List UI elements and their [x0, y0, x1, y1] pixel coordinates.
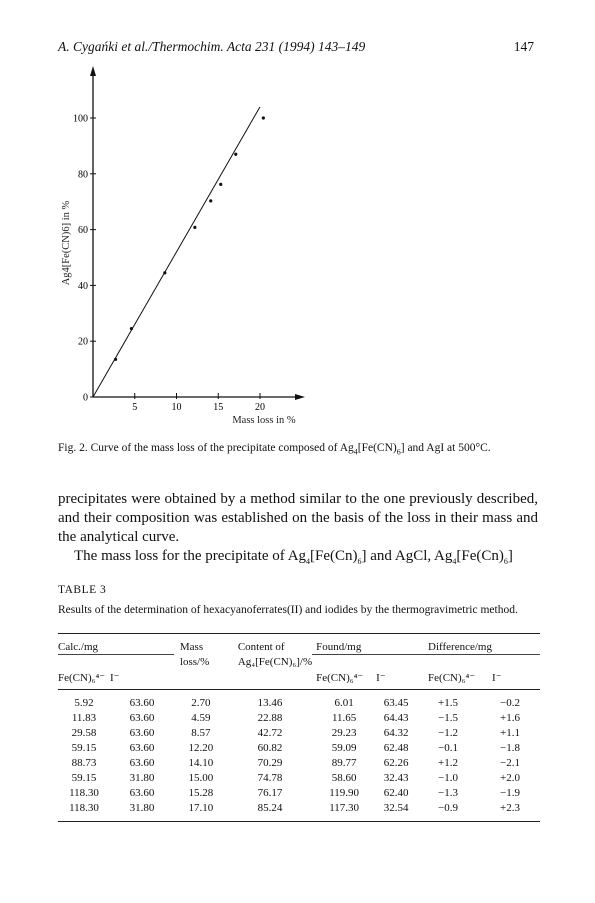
table-row [58, 770, 540, 785]
x-tick-label: 5 [132, 402, 138, 413]
data-point [234, 153, 237, 156]
cell-diff-fecn: −0.9 [438, 801, 459, 814]
table-row [58, 755, 540, 770]
cell-calc-iodide: 63.60 [129, 741, 155, 754]
hdr-iodide-diff: I⁻ [492, 672, 502, 684]
cell-found-fecn: 59.09 [331, 741, 357, 754]
x-axis-label: Mass loss in % [232, 415, 296, 426]
cell-calc-iodide: 63.60 [129, 711, 155, 724]
col-difference: Difference/mg [428, 640, 492, 653]
cell-mass-loss: 2.70 [191, 696, 211, 709]
cell-calc-fecn: 88.73 [71, 756, 97, 769]
cell-content: 60.82 [257, 741, 283, 754]
cell-content: 42.72 [257, 726, 283, 739]
cell-calc-fecn: 11.83 [71, 711, 97, 724]
cell-diff-fecn: −1.0 [438, 771, 459, 784]
cell-found-fecn: 6.01 [334, 696, 354, 709]
cell-diff-fecn: −0.1 [438, 741, 459, 754]
cell-calc-iodide: 63.60 [129, 726, 155, 739]
y-tick-label: 80 [78, 169, 88, 181]
col-found: Found/mg [316, 640, 362, 653]
data-point [114, 358, 117, 361]
cell-calc-fecn: 29.58 [71, 726, 97, 739]
cell-found-iodide: 62.26 [383, 756, 409, 769]
y-axis-label: Ag4[Fe(CN)6] in % [61, 200, 72, 286]
cell-found-iodide: 64.43 [383, 711, 409, 724]
x-tick-label: 15 [213, 402, 224, 413]
cell-calc-iodide: 63.60 [129, 696, 155, 709]
body-text [58, 490, 538, 571]
cell-found-iodide: 64.32 [383, 726, 409, 739]
cell-found-iodide: 62.48 [383, 741, 409, 754]
paragraph-2: The mass loss for the precipitate of $Ag_4[Fe(Cn)_6]$ and AgCl, $Ag_4[Fe(Cn)_6]$ [74, 548, 513, 566]
cell-diff-iodide: −1.8 [500, 741, 520, 754]
col-content: Content of [237, 640, 285, 653]
cell-diff-iodide: −1.9 [500, 786, 520, 799]
mass-loss-chart [0, 60, 595, 435]
cell-diff-fecn: −1.3 [438, 786, 459, 799]
data-point [209, 199, 212, 202]
cell-mass-loss: 8.57 [191, 726, 211, 739]
cell-calc-fecn: 5.92 [74, 696, 94, 709]
table-header-row-1 [58, 634, 540, 655]
col-mass: Mass [179, 640, 204, 653]
y-tick-label: 20 [78, 336, 88, 348]
x-tick-label: 10 [171, 402, 182, 413]
table-row [58, 710, 540, 725]
hdr-fecn-found: Fe(CN)₆⁴⁻ [316, 672, 364, 684]
cell-content: 13.46 [257, 696, 283, 709]
cell-diff-iodide: +1.6 [500, 711, 520, 724]
cell-diff-iodide: −2.1 [500, 756, 520, 769]
col-content-2: Ag₄[Fe(CN)₆]/% [237, 656, 313, 669]
hdr-fecn-diff: Fe(CN)₆⁴⁻ [428, 672, 476, 684]
page-number: 147 [513, 39, 534, 54]
table-label: TABLE 3 [58, 584, 107, 596]
data-point [219, 183, 222, 186]
cell-mass-loss: 15.28 [188, 786, 214, 799]
cell-calc-fecn: 59.15 [71, 741, 97, 754]
data-point [193, 226, 196, 229]
cell-found-fecn: 117.30 [329, 801, 360, 814]
cell-mass-loss: 4.59 [191, 711, 211, 724]
x-tick-label: 20 [255, 402, 265, 413]
x-axis-arrow [295, 394, 305, 400]
table-row [58, 725, 540, 740]
table-body [58, 690, 540, 822]
cell-found-iodide: 62.40 [383, 786, 409, 799]
cell-calc-iodide: 31.80 [129, 801, 155, 814]
data-points [114, 116, 265, 361]
cell-content: 85.24 [257, 801, 283, 814]
table-header-row-3 [58, 670, 540, 690]
cell-calc-iodide: 63.60 [129, 756, 155, 769]
table-row [58, 785, 540, 800]
cell-calc-iodide: 31.80 [129, 771, 155, 784]
fit-line [93, 107, 260, 397]
data-point [163, 271, 166, 274]
cell-content: 74.78 [257, 771, 283, 784]
y-tick-label: 0 [83, 392, 88, 404]
hdr-iodide-found: I⁻ [376, 672, 386, 684]
y-tick-label: 40 [78, 280, 88, 292]
paragraph-1: precipitates were obtained by a method similar to the one previously described, and their composition was established on the basis of the loss in their mass and the analytical curve. [58, 491, 538, 545]
y-tick-label: 100 [73, 113, 88, 125]
cell-mass-loss: 15.00 [188, 771, 214, 784]
x-ticks [132, 393, 265, 413]
cell-content: 22.88 [257, 711, 283, 724]
col-mass-2: loss/% [179, 656, 210, 669]
cell-found-fecn: 11.65 [331, 711, 357, 724]
cell-diff-fecn: +1.2 [438, 756, 459, 769]
cell-mass-loss: 17.10 [188, 801, 214, 814]
cell-diff-fecn: −1.2 [438, 726, 459, 739]
cell-calc-fecn: 118.30 [69, 786, 99, 799]
cell-content: 70.29 [257, 756, 283, 769]
table-caption: Results of the determination of hexacyanoferrates(II) and iodides by the thermogravimetric method. [58, 604, 518, 616]
hdr-iodide-calc: I⁻ [109, 672, 120, 684]
figure-caption: Fig. 2. Curve of the mass loss of the precipitate composed of $Ag_4[Fe(CN)_6]$ and AgI at 500°C. [58, 442, 491, 457]
cell-found-fecn: 29.23 [331, 726, 357, 739]
table-row [58, 690, 540, 711]
running-head: A. Cygańki et al./Thermochim. Acta 231 (1994) 143–149 [58, 39, 366, 54]
hdr-fecn-calc: Fe(CN)₆⁴⁻ [58, 672, 106, 684]
table-row [58, 740, 540, 755]
data-point [262, 116, 265, 119]
y-axis-arrow [90, 66, 96, 76]
cell-found-fecn: 119.90 [329, 786, 360, 799]
cell-diff-iodide: +2.3 [500, 801, 520, 814]
cell-calc-fecn: 118.30 [69, 801, 99, 814]
cell-found-iodide: 32.43 [383, 771, 409, 784]
cell-found-fecn: 89.77 [331, 756, 357, 769]
cell-diff-iodide: −0.2 [500, 696, 520, 709]
data-point [130, 327, 133, 330]
cell-diff-iodide: +1.1 [500, 726, 520, 739]
cell-found-fecn: 58.60 [331, 771, 357, 784]
cell-diff-iodide: +2.0 [500, 771, 520, 784]
cell-mass-loss: 12.20 [188, 741, 214, 754]
cell-diff-fecn: −1.5 [438, 711, 459, 724]
table-header-row-2 [58, 655, 540, 671]
cell-mass-loss: 14.10 [188, 756, 214, 769]
cell-diff-fecn: +1.5 [438, 696, 459, 709]
cell-found-iodide: 63.45 [383, 696, 409, 709]
col-calc: Calc./mg [58, 640, 99, 653]
cell-found-iodide: 32.54 [383, 801, 409, 814]
cell-calc-iodide: 63.60 [129, 786, 155, 799]
cell-calc-fecn: 59.15 [71, 771, 97, 784]
results-table [58, 633, 540, 822]
cell-content: 76.17 [257, 786, 283, 799]
table-row [58, 800, 540, 822]
y-tick-label: 60 [78, 225, 88, 237]
